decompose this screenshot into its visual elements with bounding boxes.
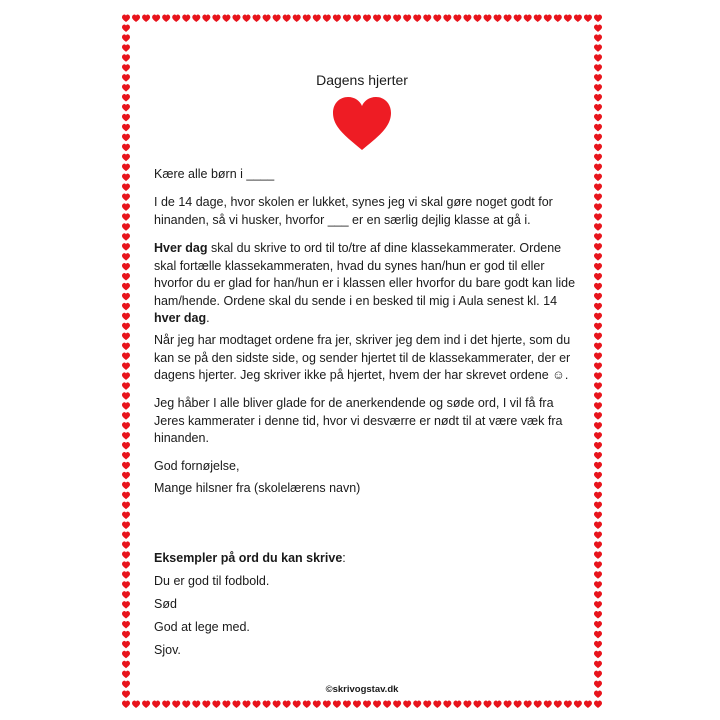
- border-heart-icon: [273, 15, 281, 22]
- instructions-text: skal du skrive to ord til to/tre af dine klassekammerater. Ordene skal fortælle klassekammeraten, hvad du synes han/hun er god til eller hvorfor du er glad for han/hun er i klassen eller hvorfor du bare godt kan lide ham/hende. Ordene skal du sende i en besked til mig i Aula senest kl. 14: [154, 241, 576, 308]
- border-heart-icon: [122, 283, 130, 290]
- border-heart-icon: [122, 134, 130, 141]
- border-heart-icon: [363, 15, 371, 22]
- border-heart-icon: [122, 661, 130, 668]
- border-heart-icon: [373, 701, 381, 708]
- border-heart-icon: [453, 15, 461, 22]
- border-heart-icon: [463, 701, 471, 708]
- border-heart-icon: [594, 432, 602, 439]
- border-heart-icon: [122, 193, 130, 200]
- border-heart-icon: [594, 44, 602, 51]
- border-heart-icon: [594, 541, 602, 548]
- border-heart-icon: [594, 502, 602, 509]
- border-heart-icon: [594, 203, 602, 210]
- instructions-end: .: [206, 311, 210, 326]
- border-heart-icon: [594, 571, 602, 578]
- border-heart-icon: [453, 701, 461, 708]
- border-heart-icon: [594, 551, 602, 558]
- border-heart-icon: [373, 15, 381, 22]
- border-heart-icon: [293, 701, 301, 708]
- border-heart-icon: [574, 15, 582, 22]
- border-heart-icon: [122, 243, 130, 250]
- border-heart-icon: [473, 701, 481, 708]
- border-heart-icon: [122, 631, 130, 638]
- border-heart-icon: [594, 144, 602, 151]
- border-heart-icon: [594, 184, 602, 191]
- border-heart-icon: [594, 273, 602, 280]
- border-heart-icon: [263, 15, 271, 22]
- border-heart-icon: [484, 701, 492, 708]
- border-heart-icon: [594, 343, 602, 350]
- border-heart-icon: [594, 512, 602, 519]
- border-heart-icon: [594, 492, 602, 499]
- border-heart-icon: [594, 293, 602, 300]
- border-heart-icon: [142, 701, 150, 708]
- border-heart-icon: [433, 15, 441, 22]
- border-heart-icon: [122, 651, 130, 658]
- border-heart-icon: [122, 104, 130, 111]
- example-item: Sjov.: [154, 643, 181, 657]
- border-heart-icon: [122, 263, 130, 270]
- border-heart-icon: [574, 701, 582, 708]
- border-heart-icon: [122, 154, 130, 161]
- border-heart-icon: [202, 701, 210, 708]
- example-item: Du er god til fodbold.: [154, 574, 270, 588]
- border-heart-icon: [494, 701, 502, 708]
- border-heart-icon: [594, 452, 602, 459]
- border-heart-icon: [594, 531, 602, 538]
- border-heart-icon: [594, 313, 602, 320]
- border-heart-icon: [594, 402, 602, 409]
- examples-heading-colon: :: [342, 551, 346, 565]
- border-heart-icon: [122, 621, 130, 628]
- border-heart-icon: [122, 541, 130, 548]
- border-heart-icon: [353, 15, 361, 22]
- border-heart-icon: [594, 15, 602, 22]
- heart-icon: [332, 96, 392, 152]
- border-heart-icon: [594, 522, 602, 529]
- border-heart-icon: [162, 15, 170, 22]
- border-heart-icon: [122, 174, 130, 181]
- border-heart-icon: [122, 522, 130, 529]
- border-heart-icon: [122, 313, 130, 320]
- border-heart-icon: [122, 223, 130, 230]
- border-heart-icon: [524, 701, 532, 708]
- examples-heading: [154, 550, 579, 568]
- signature: Mange hilsner fra (skolelærens navn): [154, 481, 361, 495]
- border-heart-icon: [122, 492, 130, 499]
- border-heart-icon: [534, 15, 542, 22]
- border-heart-icon: [283, 15, 291, 22]
- border-heart-icon: [122, 293, 130, 300]
- border-heart-icon: [122, 64, 130, 71]
- border-heart-icon: [594, 412, 602, 419]
- border-heart-icon: [122, 392, 130, 399]
- border-heart-icon: [594, 362, 602, 369]
- border-heart-icon: [594, 164, 602, 171]
- border-heart-icon: [514, 701, 522, 708]
- border-heart-icon: [122, 382, 130, 389]
- border-heart-icon: [122, 34, 130, 41]
- border-heart-icon: [122, 412, 130, 419]
- border-heart-icon: [122, 213, 130, 220]
- border-heart-icon: [253, 701, 261, 708]
- border-heart-icon: [263, 701, 271, 708]
- border-heart-icon: [594, 591, 602, 598]
- border-heart-icon: [584, 701, 592, 708]
- border-heart-icon: [132, 701, 140, 708]
- border-heart-icon: [564, 701, 572, 708]
- border-heart-icon: [443, 701, 451, 708]
- border-heart-icon: [152, 701, 160, 708]
- border-heart-icon: [122, 253, 130, 260]
- paragraph-intro: I de 14 dage, hvor skolen er lukket, synes jeg vi skal gøre noget godt for hinanden, så vi husker, hvorfor ___ er en særlig dejlig klasse at gå i.: [154, 195, 553, 227]
- border-heart-icon: [594, 392, 602, 399]
- border-heart-icon: [122, 502, 130, 509]
- border-heart-icon: [232, 701, 240, 708]
- border-heart-icon: [594, 223, 602, 230]
- border-heart-icon: [594, 382, 602, 389]
- border-heart-icon: [594, 303, 602, 310]
- border-heart-icon: [594, 372, 602, 379]
- border-heart-icon: [172, 15, 180, 22]
- border-heart-icon: [192, 701, 200, 708]
- border-heart-icon: [182, 701, 190, 708]
- border-heart-icon: [122, 362, 130, 369]
- border-heart-icon: [253, 15, 261, 22]
- border-heart-icon: [222, 15, 230, 22]
- border-heart-icon: [594, 243, 602, 250]
- border-heart-icon: [594, 323, 602, 330]
- border-heart-icon: [122, 701, 130, 708]
- border-heart-icon: [594, 253, 602, 260]
- border-heart-icon: [594, 134, 602, 141]
- border-heart-icon: [122, 422, 130, 429]
- paragraph-instructions: [154, 240, 579, 328]
- border-heart-icon: [122, 15, 130, 22]
- border-heart-icon: [594, 701, 602, 708]
- document-page: [122, 14, 602, 708]
- border-heart-icon: [413, 701, 421, 708]
- border-heart-icon: [122, 343, 130, 350]
- example-item: God at lege med.: [154, 620, 250, 634]
- border-heart-icon: [594, 442, 602, 449]
- border-heart-icon: [594, 462, 602, 469]
- border-heart-icon: [172, 701, 180, 708]
- border-heart-icon: [473, 15, 481, 22]
- border-heart-icon: [594, 601, 602, 608]
- border-heart-icon: [122, 561, 130, 568]
- border-heart-icon: [463, 15, 471, 22]
- border-heart-icon: [403, 701, 411, 708]
- border-heart-icon: [554, 15, 562, 22]
- border-heart-icon: [594, 472, 602, 479]
- border-heart-icon: [594, 263, 602, 270]
- border-heart-icon: [122, 402, 130, 409]
- border-heart-icon: [594, 651, 602, 658]
- border-heart-icon: [594, 621, 602, 628]
- border-heart-icon: [594, 333, 602, 340]
- border-heart-icon: [383, 15, 391, 22]
- border-heart-icon: [232, 15, 240, 22]
- border-heart-icon: [122, 54, 130, 61]
- border-heart-icon: [162, 701, 170, 708]
- border-heart-icon: [222, 701, 230, 708]
- border-heart-icon: [202, 15, 210, 22]
- border-heart-icon: [534, 701, 542, 708]
- border-heart-icon: [504, 701, 512, 708]
- border-heart-icon: [594, 54, 602, 61]
- border-heart-icon: [122, 472, 130, 479]
- border-heart-icon: [122, 203, 130, 210]
- border-heart-icon: [433, 701, 441, 708]
- copyright-footer: ©skrivogstav.dk: [325, 684, 399, 695]
- border-heart-icon: [554, 701, 562, 708]
- border-heart-icon: [343, 701, 351, 708]
- border-heart-icon: [504, 15, 512, 22]
- border-heart-icon: [594, 24, 602, 31]
- border-heart-icon: [594, 34, 602, 41]
- greeting: Kære alle børn i ____: [154, 167, 275, 181]
- border-heart-icon: [443, 15, 451, 22]
- border-heart-icon: [122, 442, 130, 449]
- border-heart-icon: [132, 15, 140, 22]
- border-heart-icon: [594, 124, 602, 131]
- border-heart-icon: [303, 701, 311, 708]
- border-heart-icon: [594, 353, 602, 360]
- border-heart-icon: [524, 15, 532, 22]
- border-heart-icon: [594, 283, 602, 290]
- border-heart-icon: [484, 15, 492, 22]
- border-heart-icon: [122, 611, 130, 618]
- examples-heading-text: Eksempler på ord du kan skrive: [154, 551, 343, 565]
- border-heart-icon: [594, 422, 602, 429]
- border-heart-icon: [313, 701, 321, 708]
- border-heart-icon: [122, 184, 130, 191]
- border-heart-icon: [323, 15, 331, 22]
- border-heart-icon: [313, 15, 321, 22]
- border-heart-icon: [122, 323, 130, 330]
- border-heart-icon: [122, 333, 130, 340]
- border-heart-icon: [122, 372, 130, 379]
- border-heart-icon: [243, 701, 251, 708]
- border-heart-icon: [122, 24, 130, 31]
- border-heart-icon: [122, 601, 130, 608]
- border-heart-icon: [122, 144, 130, 151]
- border-heart-icon: [594, 193, 602, 200]
- border-heart-icon: [383, 701, 391, 708]
- border-heart-icon: [363, 701, 371, 708]
- border-heart-icon: [122, 512, 130, 519]
- border-heart-icon: [584, 15, 592, 22]
- border-heart-icon: [343, 15, 351, 22]
- border-heart-icon: [122, 571, 130, 578]
- border-heart-icon: [122, 353, 130, 360]
- border-heart-icon: [152, 15, 160, 22]
- border-heart-icon: [122, 551, 130, 558]
- border-heart-icon: [122, 452, 130, 459]
- border-heart-icon: [122, 581, 130, 588]
- border-heart-icon: [212, 701, 220, 708]
- border-heart-icon: [293, 15, 301, 22]
- border-heart-icon: [594, 661, 602, 668]
- border-heart-icon: [122, 531, 130, 538]
- border-heart-icon: [122, 671, 130, 678]
- border-heart-icon: [564, 15, 572, 22]
- border-heart-icon: [122, 114, 130, 121]
- border-heart-icon: [594, 581, 602, 588]
- border-heart-icon: [403, 15, 411, 22]
- border-heart-icon: [283, 701, 291, 708]
- border-heart-icon: [122, 273, 130, 280]
- border-heart-icon: [122, 164, 130, 171]
- border-heart-icon: [393, 15, 401, 22]
- border-heart-icon: [594, 174, 602, 181]
- border-heart-icon: [303, 15, 311, 22]
- border-heart-icon: [122, 124, 130, 131]
- border-heart-icon: [122, 94, 130, 101]
- border-heart-icon: [273, 701, 281, 708]
- border-heart-icon: [544, 15, 552, 22]
- border-heart-icon: [544, 701, 552, 708]
- border-heart-icon: [594, 104, 602, 111]
- border-heart-icon: [594, 611, 602, 618]
- border-heart-icon: [323, 701, 331, 708]
- border-heart-icon: [594, 561, 602, 568]
- border-heart-icon: [594, 482, 602, 489]
- border-heart-icon: [122, 44, 130, 51]
- page-title: Dagens hjerter: [316, 72, 408, 88]
- border-heart-icon: [122, 482, 130, 489]
- border-heart-icon: [413, 15, 421, 22]
- border-heart-icon: [192, 15, 200, 22]
- border-heart-icon: [122, 233, 130, 240]
- example-item: Sød: [154, 597, 177, 611]
- border-heart-icon: [494, 15, 502, 22]
- paragraph-hope: Jeg håber I alle bliver glade for de anerkendende og søde ord, I vil få fra Jeres kammerater i denne tid, hvor vi desværre er nødt til at være væk fra hinanden.: [154, 396, 563, 446]
- border-heart-icon: [594, 671, 602, 678]
- border-heart-icon: [594, 631, 602, 638]
- border-heart-icon: [594, 154, 602, 161]
- bold-every-day-start: Hver dag: [154, 241, 208, 255]
- paragraph-hearts: Når jeg har modtaget ordene fra jer, skriver jeg dem ind i det hjerte, som du kan se på den sidste side, og sender hjertet til de klassekammerater, der er dagens hjerter. Jeg skriver ikke på hjertet, hvem der har skrevet ordene ☺.: [154, 333, 571, 383]
- border-heart-icon: [122, 462, 130, 469]
- border-heart-icon: [122, 641, 130, 648]
- closing: God fornøjelse,: [154, 459, 240, 473]
- border-heart-icon: [182, 15, 190, 22]
- border-heart-icon: [594, 213, 602, 220]
- border-heart-icon: [142, 15, 150, 22]
- border-heart-icon: [594, 114, 602, 121]
- border-heart-icon: [594, 94, 602, 101]
- border-heart-icon: [594, 64, 602, 71]
- border-heart-icon: [122, 432, 130, 439]
- border-heart-icon: [423, 701, 431, 708]
- border-heart-icon: [212, 15, 220, 22]
- border-heart-icon: [594, 641, 602, 648]
- border-heart-icon: [353, 701, 361, 708]
- border-heart-icon: [122, 303, 130, 310]
- border-heart-icon: [333, 701, 341, 708]
- bold-every-day-end: hver dag: [154, 311, 207, 326]
- border-heart-icon: [423, 15, 431, 22]
- border-heart-icon: [393, 701, 401, 708]
- border-heart-icon: [243, 15, 251, 22]
- border-heart-icon: [122, 591, 130, 598]
- border-heart-icon: [333, 15, 341, 22]
- border-heart-icon: [594, 233, 602, 240]
- border-heart-icon: [514, 15, 522, 22]
